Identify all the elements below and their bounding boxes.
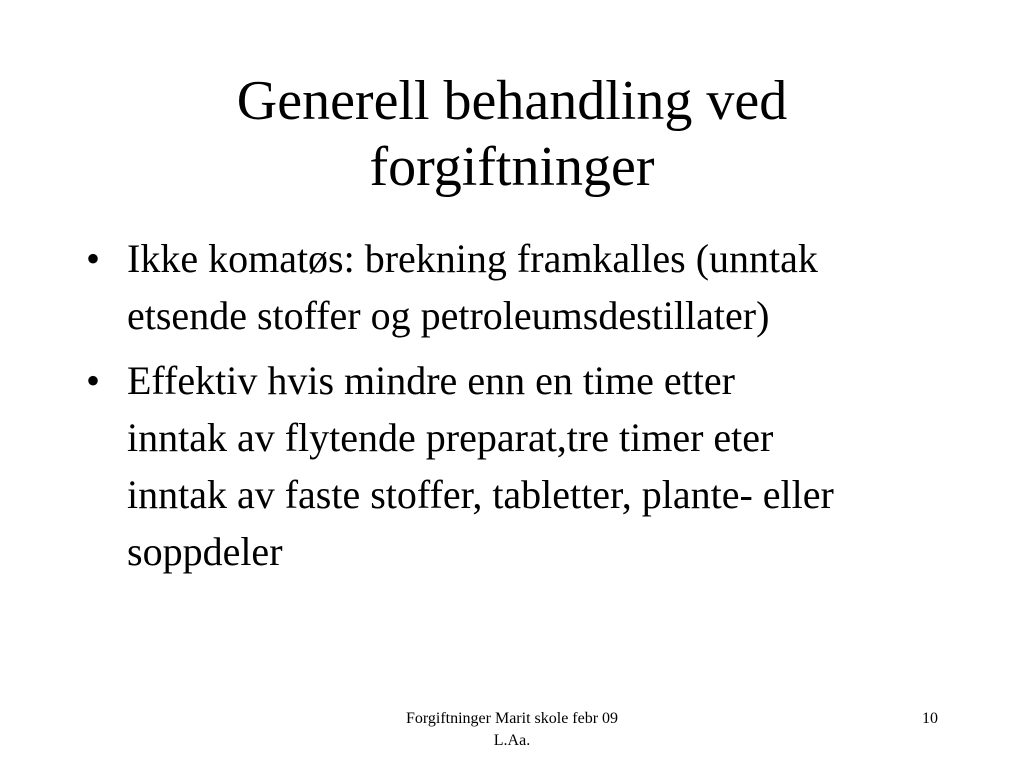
slide-footer (362, 708, 662, 752)
page-number: 10 (922, 710, 938, 727)
bullet-marker: • (86, 236, 101, 281)
footer-line: L.Aa. (493, 732, 531, 749)
bullet-line: inntak av flytende preparat,tre timer eter (127, 415, 774, 460)
bullet-line: etsende stoffer og petroleumsdestillater) (127, 293, 770, 338)
bullet-text (127, 352, 964, 580)
bullet-line: Effektiv hvis mindre enn en time etter (127, 358, 735, 403)
slide-title-line: Generell behandling ved (236, 70, 788, 132)
footer-line: Forgiftninger Marit skole febr 09 (405, 710, 619, 727)
bullet-marker: • (86, 358, 101, 403)
bullet-list (84, 230, 964, 588)
bullet-item (84, 352, 964, 580)
bullet-line: soppdeler (127, 529, 283, 574)
bullet-item (84, 230, 964, 344)
slide-title (112, 68, 912, 200)
bullet-line: Ikke komatøs: brekning framkalles (unntak (127, 236, 818, 281)
bullet-line: inntak av faste stoffer, tabletter, plante- eller (127, 472, 834, 517)
bullet-text (127, 230, 964, 344)
slide-title-line: forgiftninger (369, 136, 655, 198)
